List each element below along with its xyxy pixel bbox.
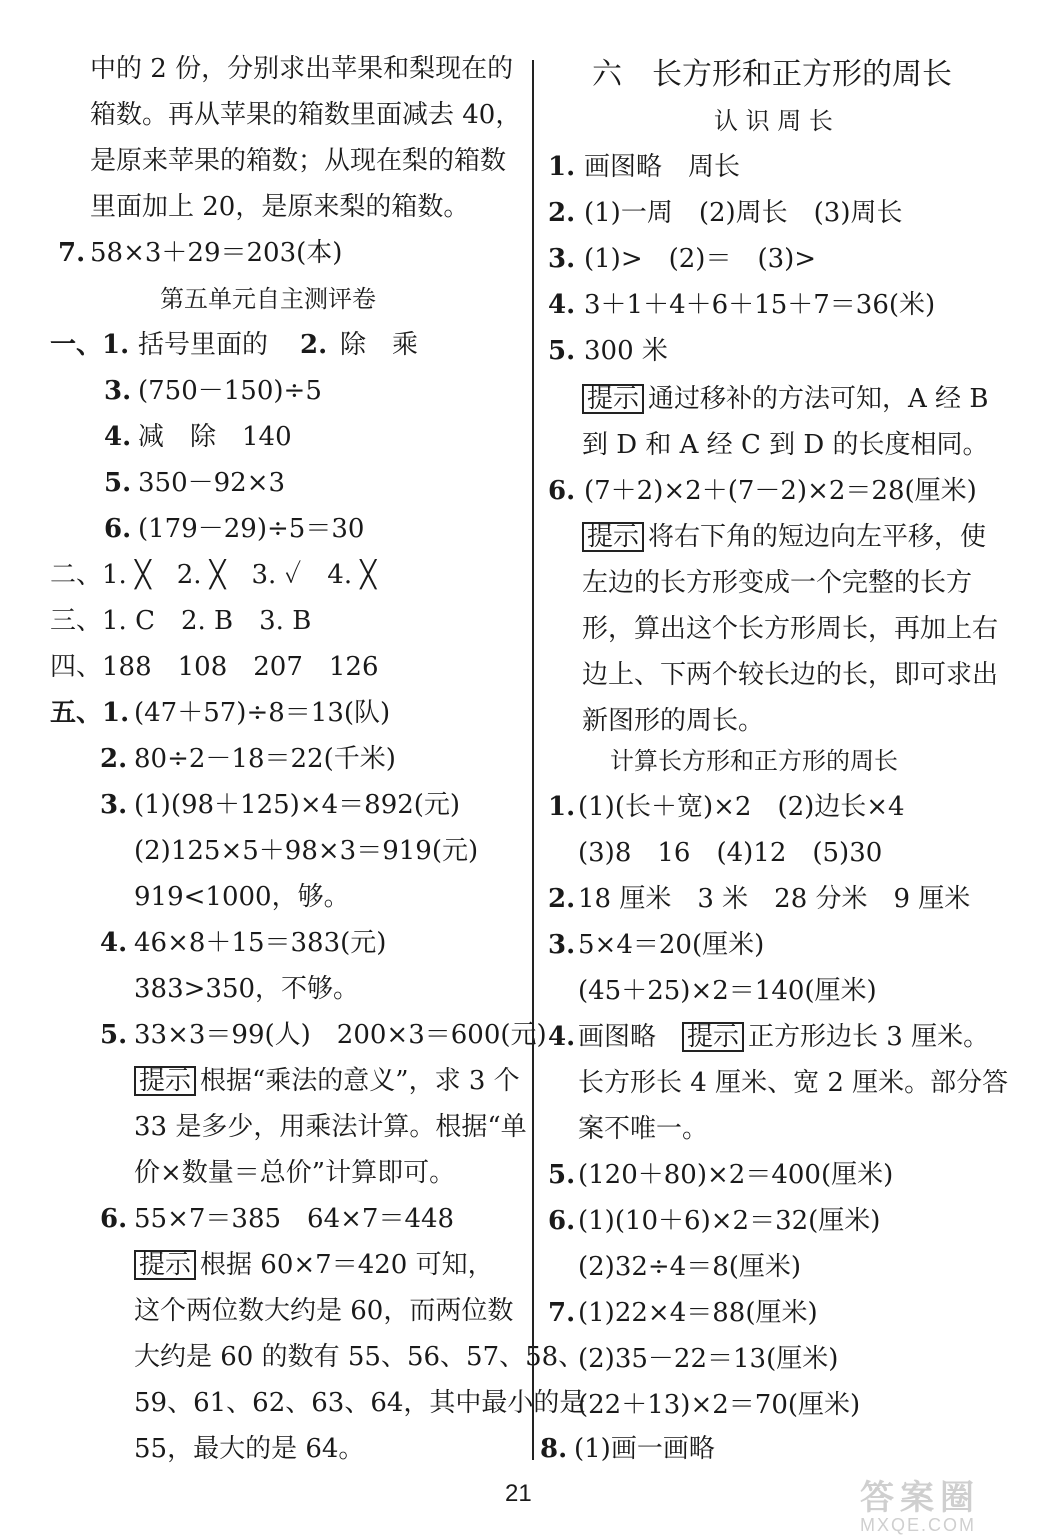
answer-line: 5×4＝20(厘米) xyxy=(578,930,765,960)
hint-text: 根据“乘法的意义”，求 3 个 xyxy=(200,1066,520,1096)
part-number: 五、1. xyxy=(50,698,130,728)
question-number: 3. xyxy=(548,244,576,274)
answer-line: 三、1. C 2. B 3. B xyxy=(50,606,312,636)
question-number: 4. xyxy=(548,1022,576,1052)
hint-line: 价×数量＝总价”计算即可。 xyxy=(134,1158,456,1188)
hint-line xyxy=(582,522,986,552)
watermark-url: MXQE.COM xyxy=(860,1515,977,1535)
hint-label: 提示 xyxy=(582,522,644,552)
hint-text: 正方形边长 3 厘米。 xyxy=(748,1022,990,1052)
hint-label: 提示 xyxy=(134,1066,196,1096)
answer-line: 46×8＋15＝383(元) xyxy=(134,928,387,958)
answer-line: 四、188 108 207 126 xyxy=(50,652,379,682)
answer-line: (1)(10＋6)×2＝32(厘米) xyxy=(578,1206,881,1236)
answer-line: 减 除 140 xyxy=(138,422,292,452)
hint-text: 根据 60×7＝420 可知， xyxy=(200,1250,494,1280)
question-number: 3. xyxy=(100,790,128,820)
question-number: 7. xyxy=(548,1298,576,1328)
question-number: 2. xyxy=(300,330,328,360)
question-number: 4. xyxy=(100,928,128,958)
text-line: 中的 2 份，分别求出苹果和梨现在的 xyxy=(90,54,514,84)
answer-line: 括号里面的 xyxy=(138,330,269,360)
text-line: 里面加上 20，是原来梨的箱数。 xyxy=(90,192,470,222)
column-divider xyxy=(532,60,534,1460)
answer-line: 二、1. ╳ 2. ╳ 3. ✓ 4. ╳ xyxy=(50,560,377,590)
hint-line: 大约是 60 的数有 55、56、57、58、 xyxy=(134,1342,585,1372)
answer-line xyxy=(578,1022,989,1052)
answer-line: (2)35－22＝13(厘米) xyxy=(578,1344,839,1374)
question-number: 6. xyxy=(100,1204,128,1234)
text-line: 箱数。再从苹果的箱数里面减去 40， xyxy=(90,100,522,130)
answer-line: 除 乘 xyxy=(340,330,419,360)
answer-line: (45＋25)×2＝140(厘米) xyxy=(578,976,877,1006)
hint-label: 提示 xyxy=(582,384,644,414)
answer-line: (1)(长＋宽)×2 (2)边长×4 xyxy=(578,792,905,822)
answer-line: 18 厘米 3 米 28 分米 9 厘米 xyxy=(578,884,971,914)
question-number: 8. xyxy=(540,1434,568,1464)
text-line: 是原来苹果的箱数；从现在梨的箱数 xyxy=(90,146,507,176)
answer-line: 55×7＝385 64×7＝448 xyxy=(134,1204,455,1234)
hint-line: 形，算出这个长方形周长，再加上右 xyxy=(582,614,999,644)
question-number: 2. xyxy=(100,744,128,774)
answer-line: 350－92×3 xyxy=(138,468,286,498)
question-number: 5. xyxy=(548,1160,576,1190)
section-title: 第五单元自主测评卷 xyxy=(160,285,376,313)
question-number: 1. xyxy=(548,792,576,822)
question-number: 6. xyxy=(548,476,576,506)
question-number: 5. xyxy=(104,468,132,498)
answer-line: (2)125×5＋98×3＝919(元) xyxy=(134,836,479,866)
answer-line: (2)32÷4＝8(厘米) xyxy=(578,1252,802,1282)
question-number: 6. xyxy=(548,1206,576,1236)
answer-line: (179－29)÷5＝30 xyxy=(138,514,365,544)
question-number: 2. xyxy=(548,198,576,228)
hint-line: 59、61、62、63、64，其中最小的是 xyxy=(134,1388,586,1418)
answer-line: (1)画一画略 xyxy=(574,1434,715,1464)
answer-line: 3＋1＋4＋6＋15＋7＝36(米) xyxy=(584,290,936,320)
question-number: 3. xyxy=(104,376,132,406)
question-number: 6. xyxy=(104,514,132,544)
answer-line: (22＋13)×2＝70(厘米) xyxy=(578,1390,861,1420)
answer-line: (3)8 16 (4)12 (5)30 xyxy=(578,838,883,868)
chapter-title: 六 长方形和正方形的周长 xyxy=(592,57,952,92)
watermark-text: 答案圈 xyxy=(860,1479,980,1517)
question-number: 3. xyxy=(548,930,576,960)
section-title: 认 识 周 长 xyxy=(714,107,833,135)
hint-label: 提示 xyxy=(134,1250,196,1280)
question-number: 4. xyxy=(104,422,132,452)
answer-line: 383>350，不够。 xyxy=(134,974,360,1004)
answer-line: 300 米 xyxy=(584,336,668,366)
watermark xyxy=(860,1470,1040,1535)
answer-line: (1)22×4＝88(厘米) xyxy=(578,1298,818,1328)
hint-line: 边上、下两个较长边的长，即可求出 xyxy=(582,660,999,690)
answer-line: (1)(98＋125)×4＝892(元) xyxy=(134,790,461,820)
hint-line: 55，最大的是 64。 xyxy=(134,1434,365,1464)
hint-line xyxy=(134,1066,520,1096)
hint-line: 新图形的周长。 xyxy=(582,706,765,736)
question-number: 2. xyxy=(548,884,576,914)
answer-line: (47＋57)÷8＝13(队) xyxy=(134,698,391,728)
hint-line: 长方形长 4 厘米、宽 2 厘米。部分答 xyxy=(578,1068,1009,1098)
question-number: 5. xyxy=(100,1020,128,1050)
hint-text: 将右下角的短边向左平移，使 xyxy=(648,522,987,552)
answer-line: (7＋2)×2＋(7－2)×2＝28(厘米) xyxy=(584,476,977,506)
hint-line: 左边的长方形变成一个完整的长方 xyxy=(582,568,973,598)
hint-label: 提示 xyxy=(682,1022,744,1052)
answer-line: (1)一周 (2)周长 (3)周长 xyxy=(584,198,903,228)
answer-line: (1)> (2)＝ (3)> xyxy=(584,244,817,274)
answer-line: 33×3＝99(人) 200×3＝600(元) xyxy=(134,1020,547,1050)
answer-line: 919<1000，够。 xyxy=(134,882,350,912)
hint-line xyxy=(134,1250,494,1280)
answer-line: 画图略 周长 xyxy=(584,152,741,182)
section-title: 计算长方形和正方形的周长 xyxy=(610,747,898,775)
answer-line: 80÷2－18＝22(千米) xyxy=(134,744,396,774)
answer-text: 画图略 xyxy=(578,1022,657,1052)
page-number: 21 xyxy=(505,1480,532,1507)
question-number: 5. xyxy=(548,336,576,366)
answer-line: 58×3＋29＝203(本) xyxy=(90,238,343,268)
question-number: 4. xyxy=(548,290,576,320)
answer-line: (750－150)÷5 xyxy=(138,376,322,406)
question-number: 7. xyxy=(58,238,86,268)
hint-line xyxy=(582,384,988,414)
part-number: 一、1. xyxy=(50,330,130,360)
hint-line: 33 是多少，用乘法计算。根据“单 xyxy=(134,1112,527,1142)
hint-line: 到 D 和 A 经 C 到 D 的长度相同。 xyxy=(582,430,989,460)
question-number: 1. xyxy=(548,152,576,182)
answer-line: (120＋80)×2＝400(厘米) xyxy=(578,1160,894,1190)
hint-line: 这个两位数大约是 60，而两位数 xyxy=(134,1296,514,1326)
hint-text: 通过移补的方法可知，A 经 B xyxy=(648,384,989,414)
hint-line: 案不唯一。 xyxy=(578,1114,709,1144)
